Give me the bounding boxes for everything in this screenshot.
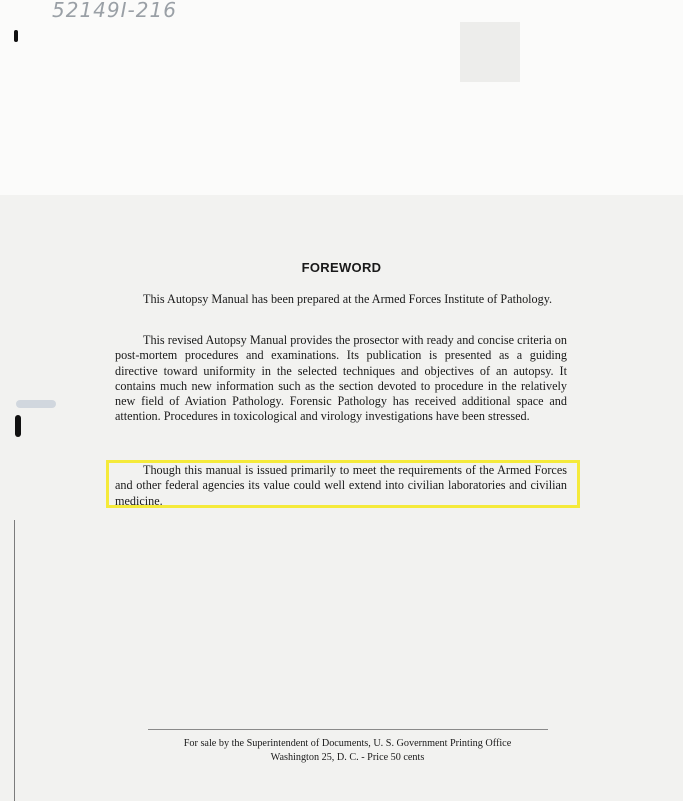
handwritten-annotation: 52149I-216 [52,0,177,22]
footer [0,737,683,765]
paragraph-1: This Autopsy Manual has been prepared at the Armed Forces Institute of Pathology. [143,292,553,306]
paragraph-3: Though this manual is issued primarily to meet the requirements of the Armed Forces and other federal agencies its value could well extend into civilian laboratories and civilian medicine. [115,463,567,508]
scan-patch [460,22,520,82]
binding-mark-middle [15,415,21,437]
highlight-box [106,460,580,508]
binding-mark-top [14,30,18,42]
scan-top-band [0,0,683,195]
scan-smudge [16,400,56,408]
footer-line-1: For sale by the Superintendent of Documents, U. S. Government Printing Office [183,738,512,749]
footer-line-2: Washington 25, D. C. - Price 50 cents [270,752,425,763]
paragraph-2: This revised Autopsy Manual provides the prosector with ready and concise criteria on post-mortem procedures and examinations. Its publication is presented as a guiding directive toward uniformity in the selected techniques and objectives of an autopsy. It contains much new information such as the section devoted to procedure in the relatively new field of Aviation Pathology. Forensic Pathology has received additional space and attention. Procedures in toxicological and virology investigations have been stressed. [115,333,567,424]
page-title: FOREWORD [301,260,382,275]
footer-divider [148,729,548,730]
